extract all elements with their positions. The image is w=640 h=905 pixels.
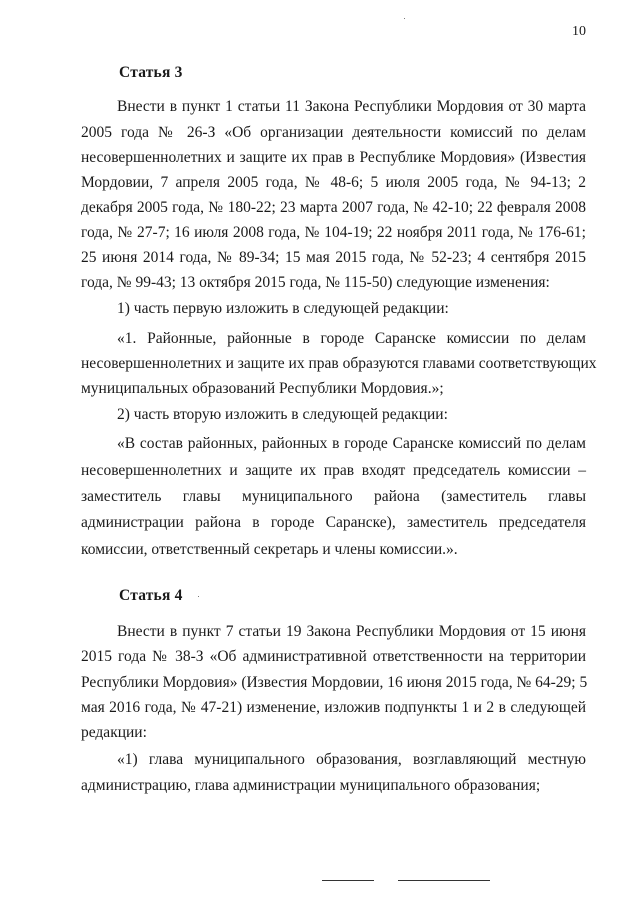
article-4-quote-line: «1) глава муниципального образования, возглавляющий местную — [117, 751, 586, 768]
article-3-intro-line: несовершеннолетних и защите их прав в Республике Мордовия» (Известия — [81, 149, 586, 166]
footer-rule-left — [322, 880, 374, 881]
article-3-intro-line: года, № 99-43; 13 октября 2015 года, № 115-50) следующие изменения: — [81, 274, 550, 291]
article-4-heading: Статья 4 — [119, 587, 183, 604]
article-4-intro-line: мая 2016 года, № 47-21) изменение, изложив подпункты 1 и 2 в следующей — [81, 699, 586, 716]
article-3-item-2-text: заместитель главы муниципального района (заместитель главы — [81, 488, 586, 505]
article-3-item-1-label: 1) часть первую изложить в следующей редакции: — [117, 300, 449, 317]
article-4-intro-line: редакции: — [81, 724, 147, 741]
article-3-heading: Статья 3 — [119, 64, 183, 81]
article-3-item-2-label: 2) часть вторую изложить в следующей редакции: — [117, 406, 448, 423]
footer-rule-right — [398, 880, 490, 881]
article-3-intro-line: декабря 2005 года, № 180-22; 23 марта 2007 года, № 42-10; 22 февраля 2008 — [81, 199, 586, 216]
article-3-item-2-text: несовершеннолетних и защите их прав входят председатель комиссии – — [81, 462, 586, 479]
article-4-quote-line: администрацию, глава администрации муниципального образования; — [81, 777, 541, 794]
article-3-item-2-text: комиссии, ответственный секретарь и члены комиссии.». — [81, 541, 458, 558]
article-3-item-1-text: несовершеннолетних и защите их прав образуются главами соответствующих — [81, 355, 597, 372]
scan-speck — [198, 596, 199, 597]
article-3-intro-line: года, № 27-7; 16 июля 2008 года, № 104-19; 22 ноября 2011 года, № 176-61; — [81, 224, 586, 241]
page-number: 10 — [572, 24, 586, 39]
article-3-intro-line: 25 июня 2014 года, № 89-34; 15 мая 2015 года, № 52-23; 4 сентября 2015 — [81, 249, 586, 266]
article-4-intro-line: Внести в пункт 7 статьи 19 Закона Республики Мордовия от 15 июня — [117, 623, 586, 640]
article-3-intro-line: Мордовии, 7 апреля 2005 года, № 48-6; 5 июля 2005 года, № 94-13; 2 — [81, 174, 586, 191]
article-3-intro-line: 2005 года № 26-З «Об организации деятельности комиссий по делам — [81, 124, 586, 141]
article-3-item-1-text: «1. Районные, районные в городе Саранске комиссии по делам — [117, 330, 586, 347]
article-3-intro-line: Внести в пункт 1 статьи 11 Закона Республики Мордовия от 30 марта — [117, 98, 586, 115]
article-4-intro-line: Республики Мордовия» (Известия Мордовии, 16 июня 2015 года, № 64-29; 5 — [81, 674, 588, 691]
article-3-item-2-text: «В состав районных, районных в городе Саранске комиссий по делам — [117, 435, 586, 452]
article-4-intro-line: 2015 года № 38-З «Об административной ответственности на территории — [81, 648, 586, 665]
article-3-item-2-text: администрации района в городе Саранске), заместитель председателя — [81, 514, 586, 531]
scan-speck — [404, 18, 405, 19]
article-3-item-1-text: муниципальных образований Республики Мордовия.»; — [81, 380, 444, 397]
